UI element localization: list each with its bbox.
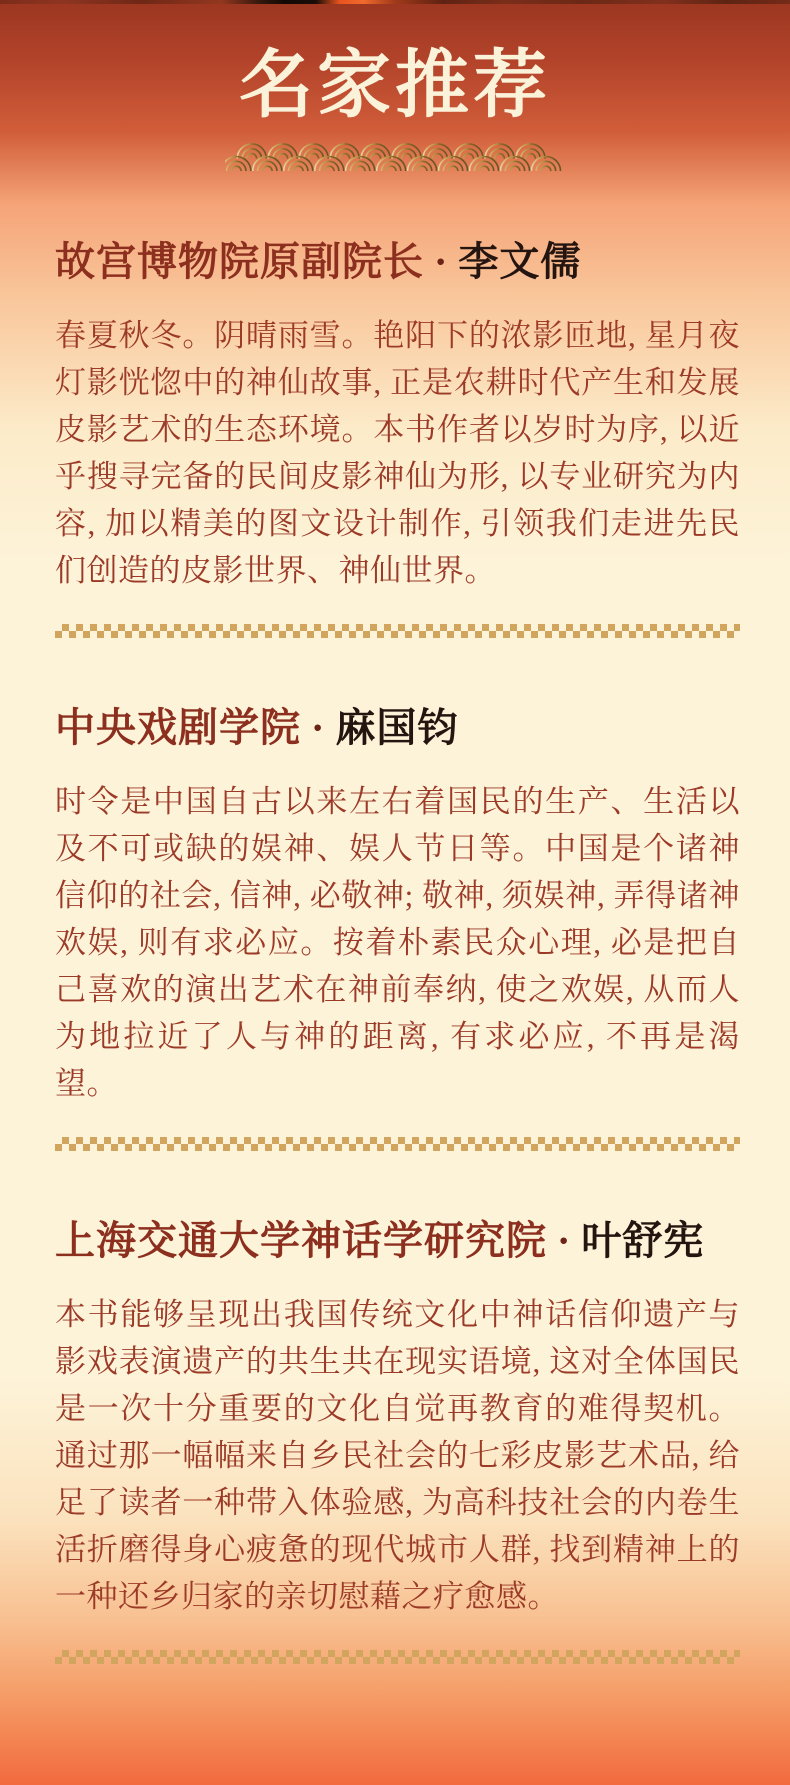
seigaiha-wave-icon — [225, 142, 565, 172]
heading-separator-dot: · — [557, 1218, 572, 1263]
recommender-affiliation: 中央戏剧学院 — [55, 705, 301, 750]
recommendation-section-1 — [55, 234, 740, 638]
recommender-name: 李文儒 — [458, 239, 582, 284]
recommendation-section-3 — [55, 1213, 740, 1664]
recommendation-quote: 时令是中国自古以来左右着国民的生产、生活以及不可或缺的娱神、娱人节日等。中国是个诸神信仰的社会, 信神, 必敬神; 敬神, 须娱神, 弄得诸神欢娱, 则有求必应。按着朴素民众心理, 必是把自己喜欢的演出艺术在神前奉纳, 使之欢娱, 从而人为地拉近了人与神的距离, 有求必应, 不再是渴望。 — [55, 784, 740, 1101]
recommendation-section-2 — [55, 700, 740, 1151]
recommendations-list — [0, 234, 790, 1664]
recommender-affiliation: 上海交通大学神话学研究院 — [55, 1218, 547, 1263]
checkered-divider — [55, 624, 740, 638]
heading-separator-dot: · — [434, 239, 449, 284]
recommender-affiliation: 故宫博物院原副院长 — [55, 239, 424, 284]
page-title: 名家推荐 — [239, 45, 551, 127]
recommender-name: 麻国钧 — [335, 705, 459, 750]
recommendation-quote: 本书能够呈现出我国传统文化中神话信仰遗产与影戏表演遗产的共生共在现实语境, 这对全体国民是一次十分重要的文化自觉再教育的难得契机。通过那一幅幅来自乡民社会的七彩皮影艺术品, 给足了读者一种带入体验感, 为高科技社会的内卷生活折磨得身心疲惫的现代城市人群, 找到精神上的一种还乡归家的亲切慰藉之疗愈感。 — [55, 1297, 740, 1614]
recommender-heading — [55, 700, 740, 756]
recommendation-quote: 春夏秋冬。阴晴雨雪。艳阳下的浓影匝地, 星月夜灯影恍惚中的神仙故事, 正是农耕时代产生和发展皮影艺术的生态环境。本书作者以岁时为序, 以近乎搜寻完备的民间皮影神仙为形, 以专业研究为内容, 加以精美的图文设计制作, 引领我们走进先民们创造的皮影世界、神仙世界。 — [55, 318, 740, 588]
recommender-heading — [55, 234, 740, 290]
recommendations-header — [0, 4, 790, 172]
checkered-divider — [55, 1137, 740, 1151]
recommender-heading — [55, 1213, 740, 1269]
heading-separator-dot: · — [311, 705, 326, 750]
checkered-divider — [55, 1650, 740, 1664]
recommender-name: 叶舒宪 — [581, 1218, 705, 1263]
wave-ornament — [0, 142, 790, 172]
